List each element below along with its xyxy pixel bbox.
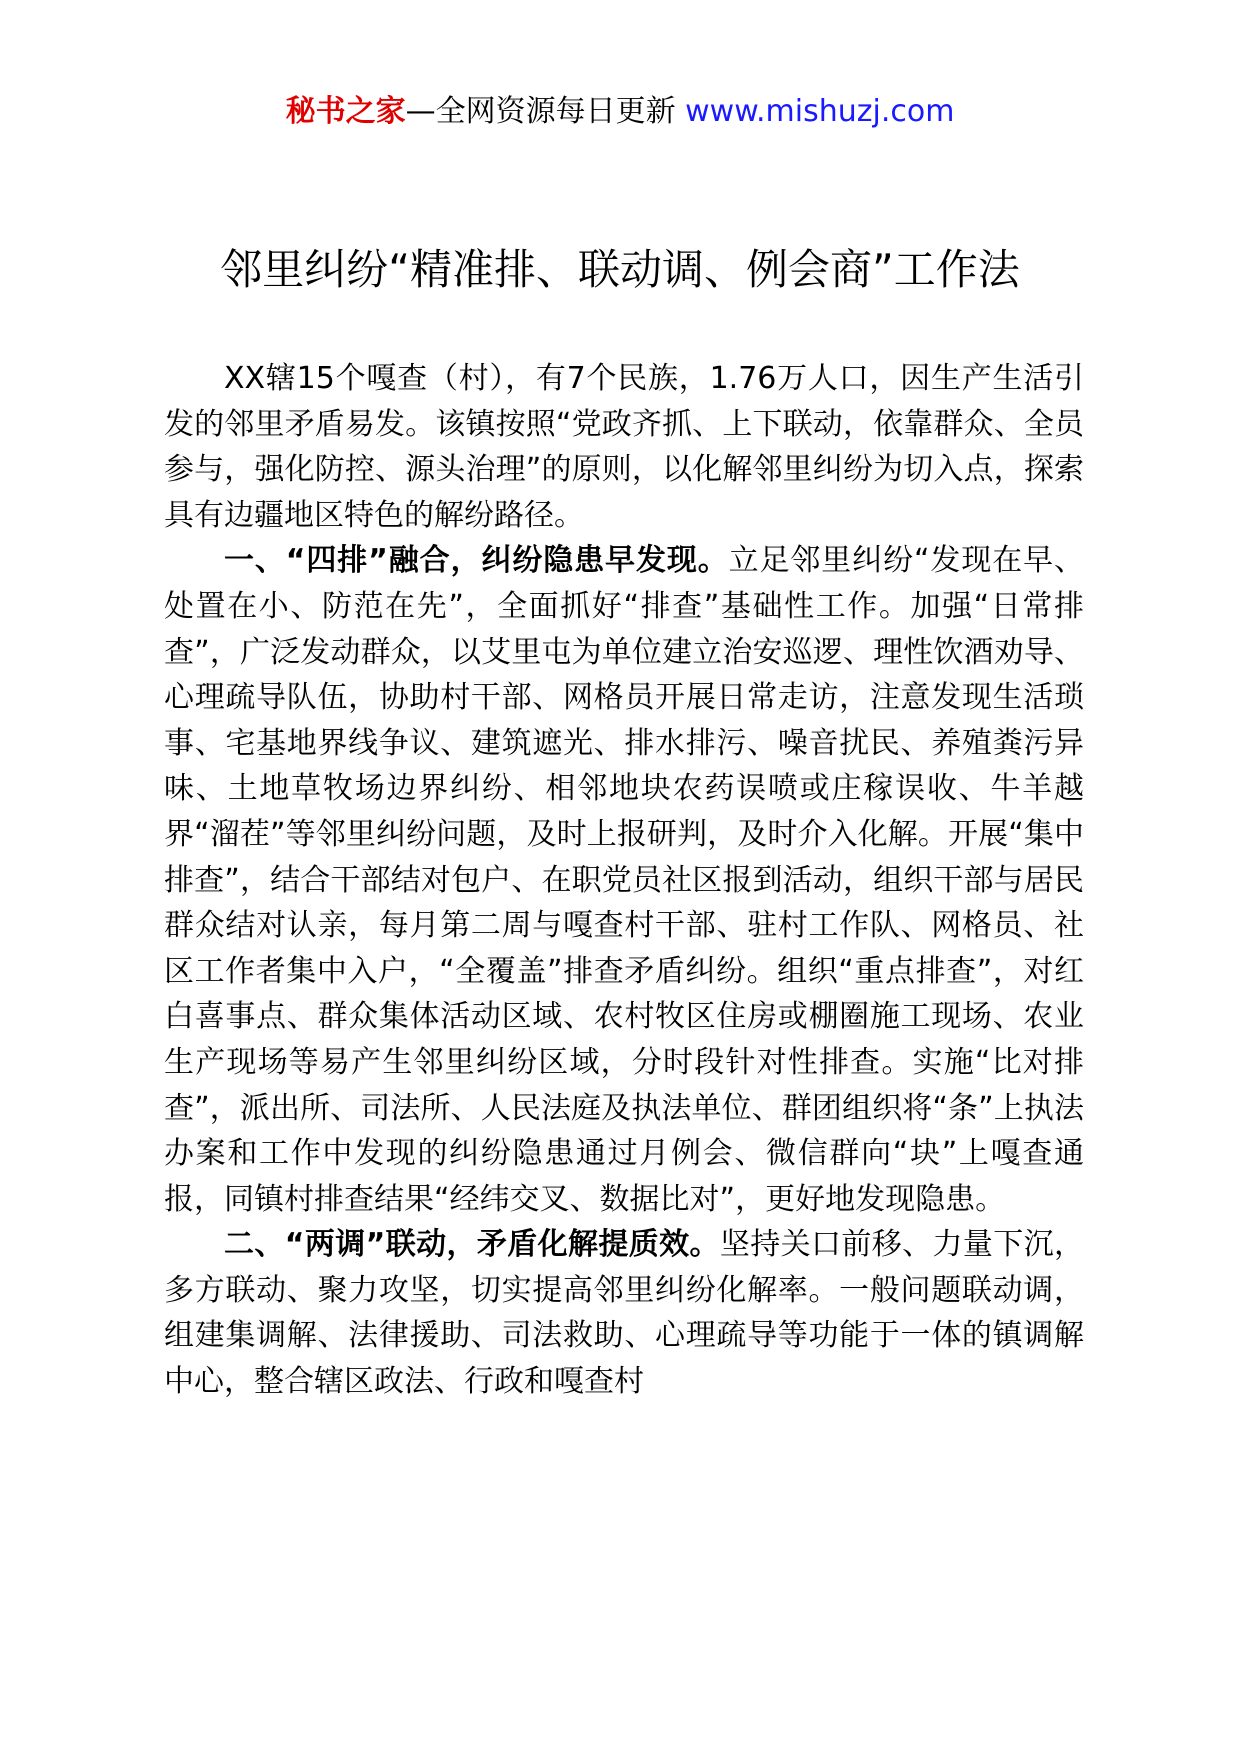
site-tagline: —全网资源每日更新 <box>405 94 686 129</box>
section-heading: 一、“四排”融合，纠纷隐患早发现。 <box>224 543 729 579</box>
paragraph-text: 坚持关口前移、力量下沉，多方联动、聚力攻坚，切实提高邻里纠纷化解率。一般问题联动调，组建集调解、法律援助、司法救助、心理疏导等功能于一体的镇调解中心，整合辖区政法、行政和嘎查村 <box>164 1227 1085 1400</box>
site-header <box>0 92 1240 132</box>
site-brand: 秘书之家 <box>285 94 406 129</box>
document-title: 邻里纠纷“精准排、联动调、例会商”工作法 <box>220 245 1020 294</box>
paragraph-section-1 <box>164 538 1084 1222</box>
paragraph-section-2 <box>164 1222 1084 1404</box>
document-body <box>164 356 1084 1405</box>
site-url-link[interactable]: www.mishuzj.com <box>685 94 955 129</box>
section-heading: 二、“两调”联动，矛盾化解提质效。 <box>224 1227 720 1263</box>
paragraph-text: 立足邻里纠纷“发现在早、处置在小、防范在先”，全面抓好“排查”基础性工作。加强“日常排查”，广泛发动群众，以艾里屯为单位建立治安巡逻、理性饮酒劝导、心理疏导队伍，协助村干部、网格员开展日常走访，注意发现生活琐事、宅基地界线争议、建筑遮光、排水排污、噪音扰民、养殖粪污异味、土地草牧场边界纠纷、相邻地块农药误喷或庄稼误收、牛羊越界“溜茬”等邻里纠纷问题，及时上报研判，及时介入化解。开展“集中排查”，结合干部结对包户、在职党员社区报到活动，组织干部与居民群众结对认亲，每月第二周与嘎查村干部、驻村工作队、网格员、社区工作者集中入户，“全覆盖”排查矛盾纠纷。组织“重点排查”，对红白喜事点、群众集体活动区域、农村牧区住房或棚圈施工现场、农业生产现场等易产生邻里纠纷区域，分时段针对性排查。实施“比对排查”，派出所、司法所、人民法庭及执法单位、群团组织将“条”上执法办案和工作中发现的纠纷隐患通过月例会、微信群向“块”上嘎查通报，同镇村排查结果“经纬交叉、数据比对”，更好地发现隐患。 <box>164 543 1084 1217</box>
paragraph-intro <box>164 356 1084 538</box>
paragraph-text: XX辖15个嘎查（村），有7个民族，1.76万人口，因生产生活引发的邻里矛盾易发。该镇按照“党政齐抓、上下联动，依靠群众、全员参与，强化防控、源头治理”的原则，以化解邻里纠纷为切入点，探索具有边疆地区特色的解纷路径。 <box>164 361 1084 533</box>
